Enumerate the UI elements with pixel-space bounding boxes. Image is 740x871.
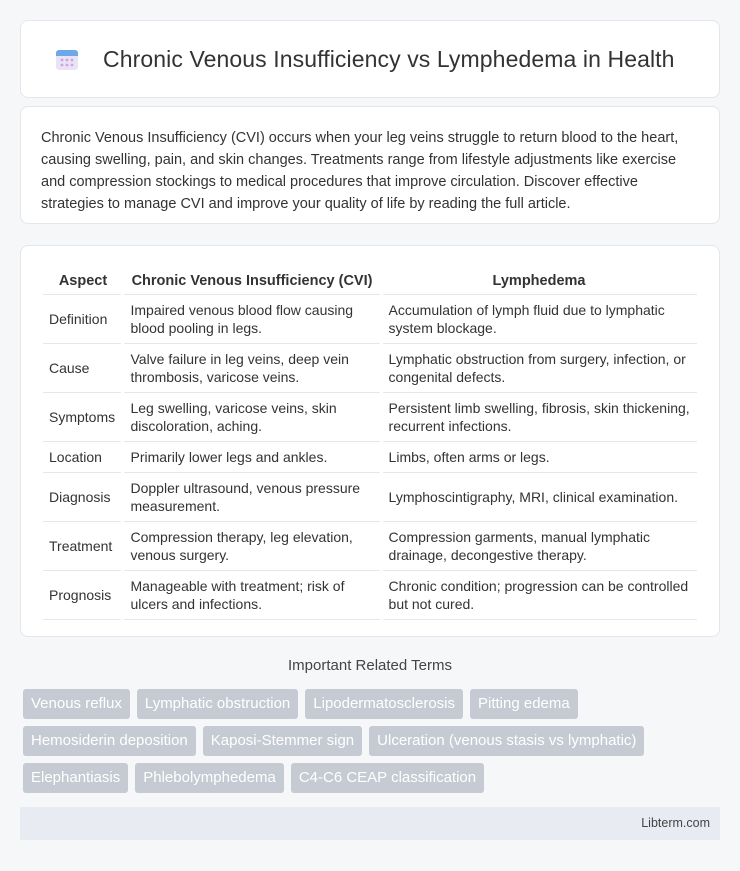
comparison-table-card — [20, 245, 720, 637]
related-term-tag[interactable]: Pitting edema — [470, 689, 578, 719]
related-terms-list — [23, 689, 723, 800]
aspect-cell: Cause — [43, 343, 123, 392]
related-terms-heading: Important Related Terms — [288, 657, 452, 674]
table-row — [43, 570, 697, 619]
related-term-tag[interactable]: Hemosiderin deposition — [23, 726, 196, 756]
header-card — [20, 20, 720, 98]
related-term-tag[interactable]: Lymphatic obstruction — [137, 689, 298, 719]
table-row — [43, 343, 697, 392]
header-aspect: Aspect — [58, 272, 108, 289]
cvi-cell: Doppler ultrasound, venous pressure measurement. — [123, 472, 381, 521]
intro-card — [20, 106, 720, 224]
lymphedema-cell: Chronic condition; progression can be controlled but not cured. — [381, 570, 697, 619]
table-row — [43, 441, 697, 472]
table-row — [43, 294, 697, 343]
related-term-tag[interactable]: Venous reflux — [23, 689, 130, 719]
cvi-cell: Leg swelling, varicose veins, skin discoloration, aching. — [123, 392, 381, 441]
cvi-cell: Manageable with treatment; risk of ulcers and infections. — [123, 570, 381, 619]
table-row — [43, 521, 697, 570]
comparison-table — [43, 266, 697, 620]
related-term-tag[interactable]: Kaposi-Stemmer sign — [203, 726, 362, 756]
tag-row — [23, 689, 723, 719]
table-row — [43, 472, 697, 521]
cvi-cell: Valve failure in leg veins, deep vein thrombosis, varicose veins. — [123, 343, 381, 392]
lymphedema-cell: Compression garments, manual lymphatic drainage, decongestive therapy. — [381, 521, 697, 570]
aspect-cell: Definition — [43, 294, 123, 343]
related-term-tag[interactable]: Ulceration (venous stasis vs lymphatic) — [369, 726, 644, 756]
tag-row — [23, 726, 723, 756]
cvi-cell: Compression therapy, leg elevation, venous surgery. — [123, 521, 381, 570]
page-title: Chronic Venous Insufficiency vs Lymphedema in Health — [103, 45, 675, 72]
lymphedema-cell: Lymphoscintigraphy, MRI, clinical examination. — [381, 472, 697, 521]
lymphedema-cell: Limbs, often arms or legs. — [381, 441, 697, 472]
aspect-cell: Diagnosis — [43, 472, 123, 521]
header-cvi: Chronic Venous Insufficiency (CVI) — [131, 272, 373, 289]
cvi-cell: Impaired venous blood flow causing blood pooling in legs. — [123, 294, 381, 343]
related-term-tag[interactable]: C4-C6 CEAP classification — [291, 763, 484, 793]
footer — [20, 807, 720, 840]
aspect-cell: Treatment — [43, 521, 123, 570]
intro-paragraph: Chronic Venous Insufficiency (CVI) occurs when your leg veins struggle to return blood to the heart, causing swelling, pain, and skin changes. Treatments range from lifestyle adjustments like exercise and compression stockings to medical procedures that improve circulation. Discover effective strategies to manage CVI and improve your quality of life by reading the full article. — [41, 130, 679, 212]
tag-row — [23, 763, 723, 793]
cvi-cell: Primarily lower legs and ankles. — [123, 441, 381, 472]
header-lymphedema: Lymphedema — [492, 272, 586, 289]
table-row — [43, 392, 697, 441]
related-term-tag[interactable]: Lipodermatosclerosis — [305, 689, 463, 719]
lymphedema-cell: Lymphatic obstruction from surgery, infection, or congenital defects. — [381, 343, 697, 392]
lymphedema-cell: Accumulation of lymph fluid due to lymphatic system blockage. — [381, 294, 697, 343]
table-header-row — [43, 266, 697, 294]
lymphedema-cell: Persistent limb swelling, fibrosis, skin thickening, recurrent infections. — [381, 392, 697, 441]
aspect-cell: Location — [43, 441, 123, 472]
aspect-cell: Prognosis — [43, 570, 123, 619]
aspect-cell: Symptoms — [43, 392, 123, 441]
calendar-icon — [53, 45, 81, 73]
related-term-tag[interactable]: Elephantiasis — [23, 763, 128, 793]
footer-site-link[interactable]: Libterm.com — [641, 816, 710, 830]
related-term-tag[interactable]: Phlebolymphedema — [135, 763, 284, 793]
